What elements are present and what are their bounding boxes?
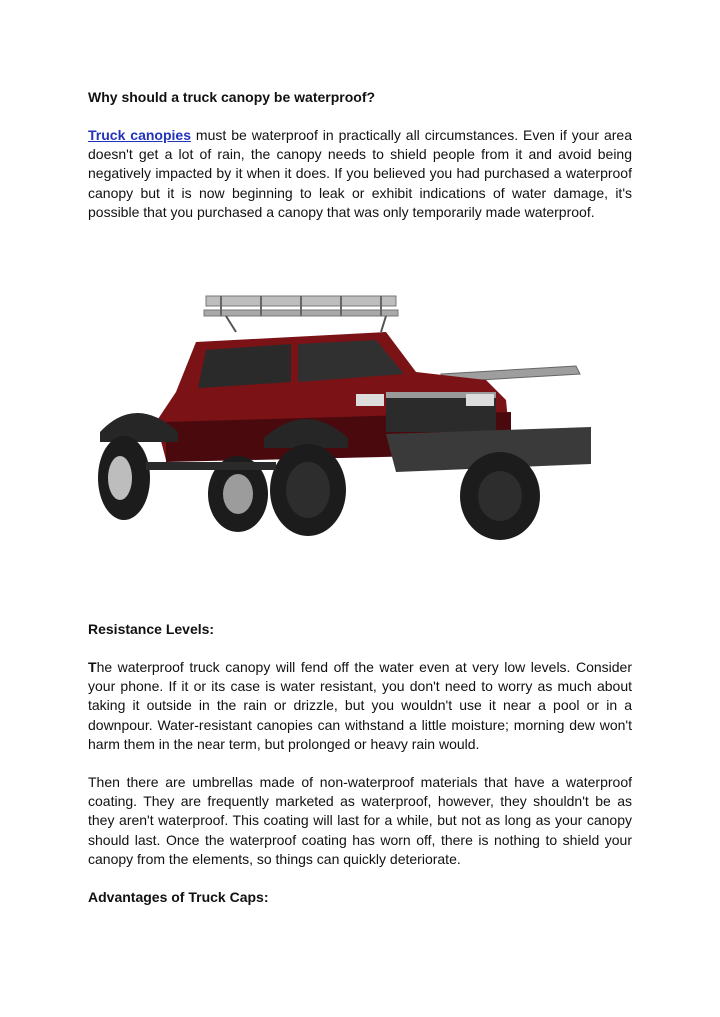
frame-rail	[146, 462, 276, 470]
roof-rack	[204, 296, 398, 332]
paragraph-resistance-initial: T	[88, 659, 97, 675]
rear-window	[198, 344, 291, 388]
paragraph-resistance-text: he waterproof truck canopy will fend off the water even at very low levels. Consider your phone. If it or its case is water resistant, you don't need to worry as much about taking it outside in the rain or drizzle, but you wouldn't use it near a pool or in a downpour. Water-resistant canopies can withstand a little moisture; morning dew won't harm them in the near term, but prolonged or heavy rain would.	[88, 659, 632, 752]
headlight	[356, 394, 384, 406]
paragraph-coating: Then there are umbrellas made of non-waterproof materials that have a waterproof coating. They are frequently marketed as waterproof, however, they shouldn't be as they aren't waterproof. This coating will last for a while, but not as long as your canopy should last. Once the waterproof coating has worn off, there is nothing to shield your canopy from the elements, so things can quickly deteriorate.	[88, 774, 632, 867]
section-heading-waterproof: Why should a truck canopy be waterproof?	[88, 89, 376, 105]
paragraph-resistance	[88, 658, 632, 754]
paragraph-intro	[88, 126, 632, 222]
section-heading-advantages: Advantages of Truck Caps:	[88, 889, 269, 905]
paragraph-intro-text: must be waterproof in practically all circumstances. Even if your area doesn't get a lot of rain, the canopy needs to shield people from it and avoid being negatively impacted by it when it does. If you believed you had purchased a waterproof canopy but it is now beginning to leak or exhibit indications of water damage, it's possible that you purchased a canopy that was only temporarily made waterproof.	[88, 127, 632, 220]
section-heading-resistance: Resistance Levels:	[88, 621, 215, 637]
truck-canopies-link[interactable]: Truck canopies	[88, 127, 191, 143]
truck-image	[86, 282, 598, 552]
